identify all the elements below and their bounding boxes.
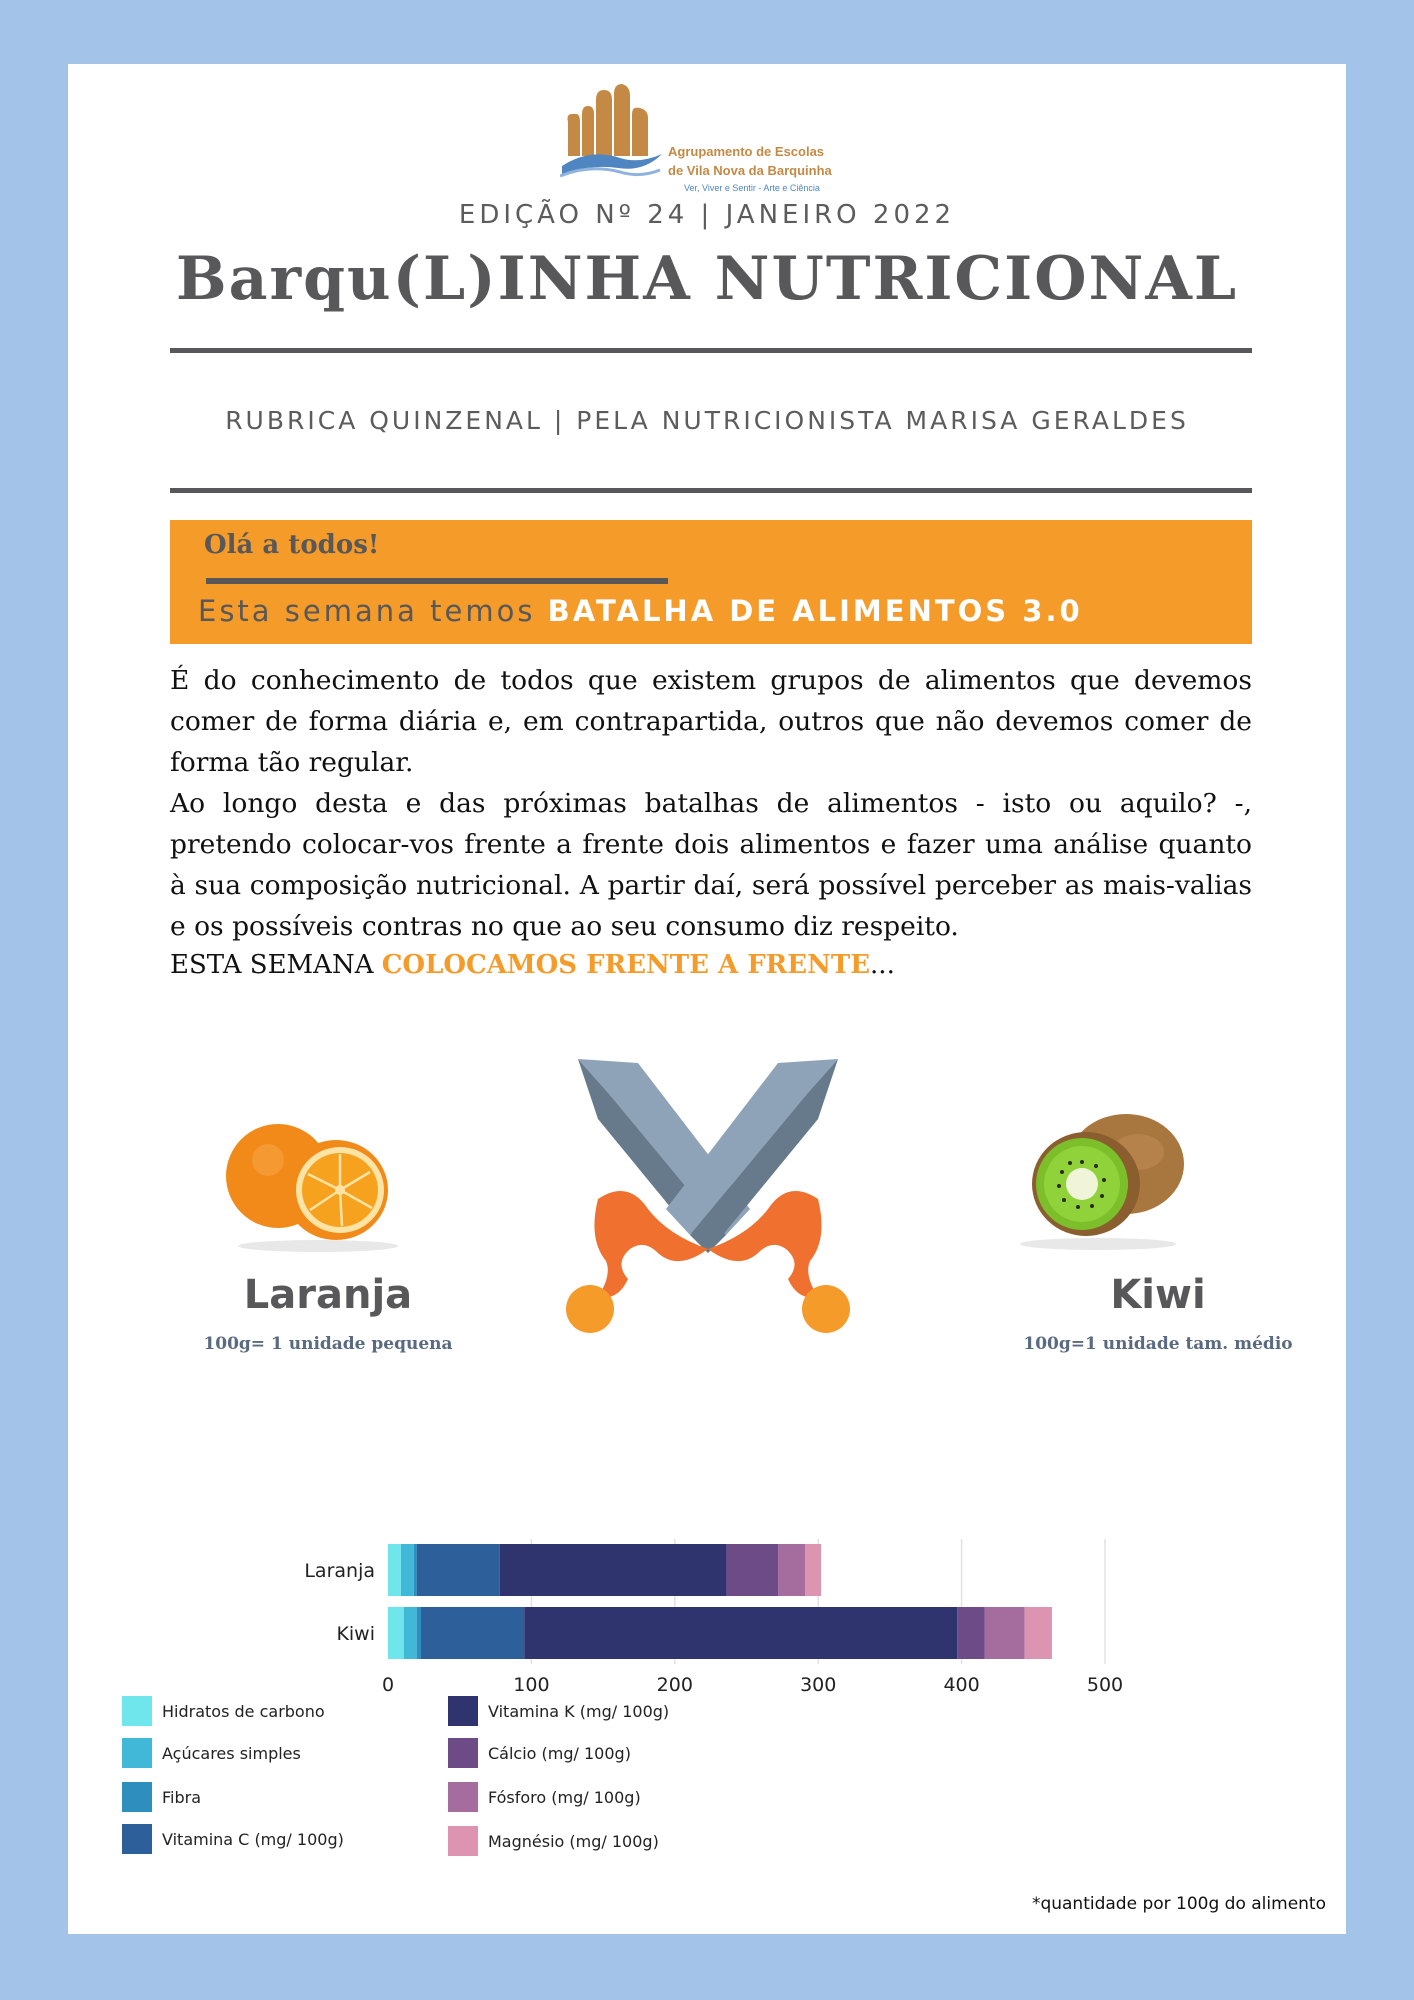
page-title: Barqu(L)INHA NUTRICIONAL (175, 244, 1239, 314)
bar-segment (417, 1607, 421, 1659)
face-off-suffix: ... (870, 950, 895, 980)
crossed-swords-icon (558, 1039, 858, 1339)
bar-segment (414, 1544, 417, 1596)
orange-icon (208, 1096, 408, 1256)
legend-label: Hidratos de carbono (162, 1701, 325, 1721)
legend-item (122, 1782, 201, 1812)
bar-segment (388, 1544, 401, 1596)
bar-segment (985, 1607, 1025, 1659)
intro-text (170, 660, 1252, 947)
bar-segment (388, 1607, 404, 1659)
greeting: Olá a todos! (204, 530, 380, 560)
legend-swatch (122, 1696, 152, 1726)
legend-swatch (448, 1696, 478, 1726)
intro-paragraph-1: É do conhecimento de todos que existem grupos de alimentos que devemos comer de forma diária e, em contrapartida, outros que não devemos comer de forma tão regular. (170, 665, 1252, 778)
bar-segment (417, 1544, 500, 1596)
nutrition-chart (288, 1444, 1188, 1704)
x-tick-label: 500 (1086, 1674, 1124, 1696)
week-highlight: BATALHA DE ALIMENTOS 3.0 (547, 594, 1083, 628)
legend-swatch (122, 1824, 152, 1854)
y-category-label: Laranja (304, 1560, 375, 1582)
legend-item (448, 1696, 669, 1726)
y-category-label: Kiwi (336, 1623, 375, 1645)
bar-segment (726, 1544, 778, 1596)
food-name-left: Laranja (243, 1272, 413, 1318)
face-off-heading (170, 950, 895, 980)
legend-item (122, 1738, 301, 1768)
face-off-highlight: COLOCAMOS FRENTE A FRENTE (381, 950, 871, 980)
bar-segment (1025, 1607, 1052, 1659)
week-prefix: Esta semana temos (198, 594, 548, 628)
divider-top (170, 348, 1252, 353)
legend-swatch (122, 1738, 152, 1768)
banner-underline (206, 578, 668, 584)
x-tick-label: 100 (513, 1674, 550, 1696)
logo-text-line1: Agrupamento de Escolas (668, 144, 825, 159)
legend-item (122, 1696, 325, 1726)
legend-label: Magnésio (mg/ 100g) (488, 1831, 659, 1851)
legend-item (122, 1824, 344, 1854)
intro-paragraph-2: Ao longo desta e das próximas batalhas de alimentos - isto ou aquilo? -, pretendo colocar-vos frente a frente dois alimentos e fazer uma análise quanto à sua composição nutricional. A partir daí, será possível perceber as mais-valias e os possíveis contras no que ao seu consumo diz respeito. (170, 788, 1252, 942)
chart-legend (122, 1696, 822, 1866)
food-name-right: Kiwi (1110, 1272, 1206, 1318)
legend-item (448, 1826, 659, 1856)
legend-swatch (448, 1738, 478, 1768)
legend-label: Fibra (162, 1787, 202, 1807)
school-logo (560, 84, 880, 193)
x-tick-label: 0 (381, 1674, 395, 1696)
legend-label: Vitamina C (mg/ 100g) (162, 1829, 344, 1849)
edition-label: EDIÇÃO Nº 24 | JANEIRO 2022 (458, 200, 956, 230)
legend-label: Cálcio (mg/ 100g) (488, 1743, 631, 1763)
legend-label: Vitamina K (mg/ 100g) (488, 1701, 670, 1721)
orange-banner (170, 520, 1252, 644)
subtitle: RUBRICA QUINZENAL | PELA NUTRICIONISTA MARISA GERALDES (225, 406, 1189, 435)
legend-item (448, 1782, 641, 1812)
food-note-right: 100g=1 unidade tam. médio (1023, 1334, 1293, 1354)
legend-swatch (122, 1782, 152, 1812)
bar-segment (404, 1607, 417, 1659)
legend-item (448, 1738, 631, 1768)
newsletter-page (68, 64, 1346, 1934)
bar-segment (957, 1607, 984, 1659)
kiwi-icon (998, 1094, 1198, 1254)
face-off-prefix: ESTA SEMANA (170, 950, 382, 980)
logo-tagline: Ver, Viver e Sentir - Arte e Ciência (684, 183, 820, 193)
legend-swatch (448, 1782, 478, 1812)
x-tick-label: 200 (656, 1674, 693, 1696)
footnote: *quantidade por 100g do alimento (1031, 1894, 1326, 1914)
bar-segment (805, 1544, 821, 1596)
week-topic (198, 594, 1083, 628)
bar-segment (778, 1544, 805, 1596)
bar-segment (524, 1607, 957, 1659)
x-tick-label: 300 (800, 1674, 837, 1696)
bar-segment (421, 1607, 524, 1659)
divider-bottom (170, 488, 1252, 493)
bar-segment (401, 1544, 414, 1596)
bar-segment (500, 1544, 727, 1596)
legend-label: Açúcares simples (162, 1743, 301, 1763)
food-note-left: 100g= 1 unidade pequena (203, 1334, 453, 1354)
legend-swatch (448, 1826, 478, 1856)
x-tick-label: 400 (943, 1674, 980, 1696)
school-logo-icon (560, 84, 670, 184)
logo-text-line2: de Vila Nova da Barquinha (668, 163, 832, 178)
legend-label: Fósforo (mg/ 100g) (488, 1787, 641, 1807)
